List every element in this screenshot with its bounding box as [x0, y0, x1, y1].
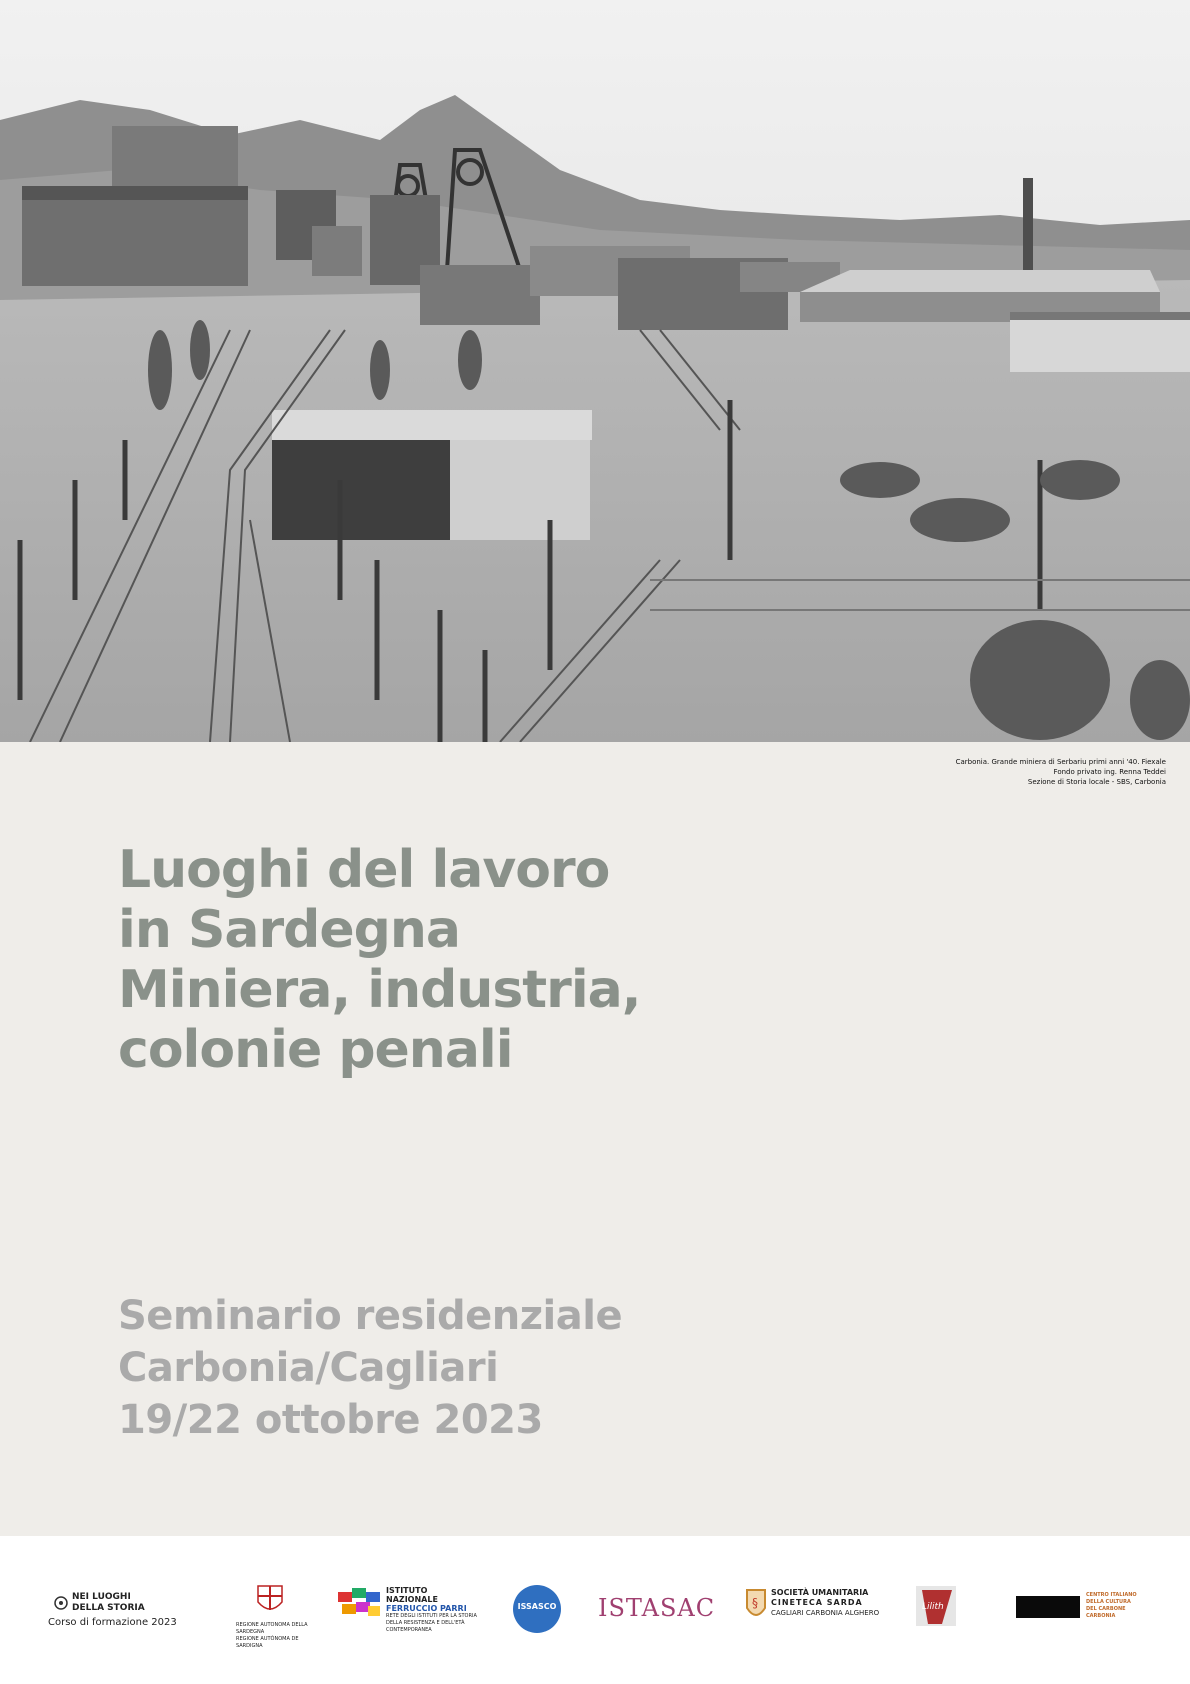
- logo-lilith: [912, 1584, 962, 1644]
- su-emblem-icon: [745, 1588, 767, 1622]
- logo6-line1: SOCIETÀ UMANITARIA: [771, 1588, 869, 1597]
- logo3-line2: FERRUCCIO PARRI: [386, 1604, 467, 1613]
- logo-societa-umanitaria: [745, 1584, 885, 1644]
- flags-icon: [338, 1588, 382, 1624]
- caption-line-1: Carbonia. Grande miniera di Serbariu primi anni '40. Fiexale: [955, 758, 1166, 766]
- logo-istasac: [598, 1584, 718, 1644]
- page-title: [118, 840, 1018, 1080]
- logo-nei-luoghi: [48, 1584, 178, 1644]
- photo-caption: [906, 757, 1166, 787]
- logo-ferruccio-parri: [338, 1584, 478, 1644]
- logo5-text: ISTASAC: [598, 1594, 716, 1622]
- logo1-line1: NEI LUOGHI: [72, 1592, 131, 1602]
- logo6-line3: CAGLIARI CARBONIA ALGHERO: [771, 1609, 880, 1617]
- subtitle-line-3: 19/22 ottobre 2023: [118, 1397, 543, 1443]
- logo-centro-carbone: [1016, 1584, 1166, 1644]
- title-line-4: colonie penali: [118, 1020, 513, 1080]
- logo8-line1: CENTRO ITALIANO: [1086, 1592, 1137, 1598]
- caption-line-3: Sezione di Storia locale - SBS, Carbonia: [1027, 778, 1166, 786]
- subtitle-line-2: Carbonia/Cagliari: [118, 1345, 499, 1391]
- logo-issasco: [512, 1584, 566, 1644]
- logo3-line1: ISTITUTO NAZIONALE: [386, 1586, 438, 1604]
- logo7-text: Lilith: [922, 1602, 944, 1612]
- title-line-1: Luoghi del lavoro: [118, 840, 610, 900]
- logo3-line3: RETE DEGLI ISTITUTI PER LA STORIA: [386, 1613, 477, 1619]
- subtitle-line-1: Seminario residenziale: [118, 1293, 623, 1339]
- logo3-line4: DELLA RESISTENZA E DELL'ETÀ: [386, 1620, 465, 1626]
- logo2-line1: REGIONE AUTONOMA DELLA SARDEGNA: [236, 1622, 308, 1635]
- sponsor-footer: [0, 1536, 1190, 1684]
- title-line-2: in Sardegna: [118, 900, 460, 960]
- logo3-line5: CONTEMPORANEA: [386, 1627, 432, 1633]
- logo6-line2: CINETECA SARDA: [771, 1598, 863, 1607]
- logo1-line3: Corso di formazione 2023: [48, 1617, 177, 1628]
- logo-regione-sardegna: [236, 1584, 308, 1649]
- black-bar: [1016, 1596, 1080, 1618]
- logo8-line2: DELLA CULTURA: [1086, 1599, 1131, 1605]
- logo2-line2: REGIONE AUTÒNOMA DE SARDIGNA: [236, 1636, 299, 1649]
- logo8-line3: DEL CARBONE: [1086, 1606, 1126, 1612]
- logo8-line4: CARBONIA: [1086, 1613, 1116, 1619]
- hero-photo: [0, 0, 1190, 742]
- logo4-text: ISSASCO: [517, 1602, 557, 1611]
- event-details: [118, 1290, 918, 1446]
- caption-line-2: Fondo privato ing. Renna Teddei: [1053, 768, 1166, 776]
- title-line-3: Miniera, industria,: [118, 960, 641, 1020]
- sun-icon: [54, 1596, 68, 1610]
- svg-text:§: §: [752, 1596, 758, 1610]
- logo1-line2: DELLA STORIA: [72, 1603, 145, 1613]
- mine-photo-illustration: [0, 0, 1190, 742]
- coat-of-arms-icon: [256, 1584, 284, 1616]
